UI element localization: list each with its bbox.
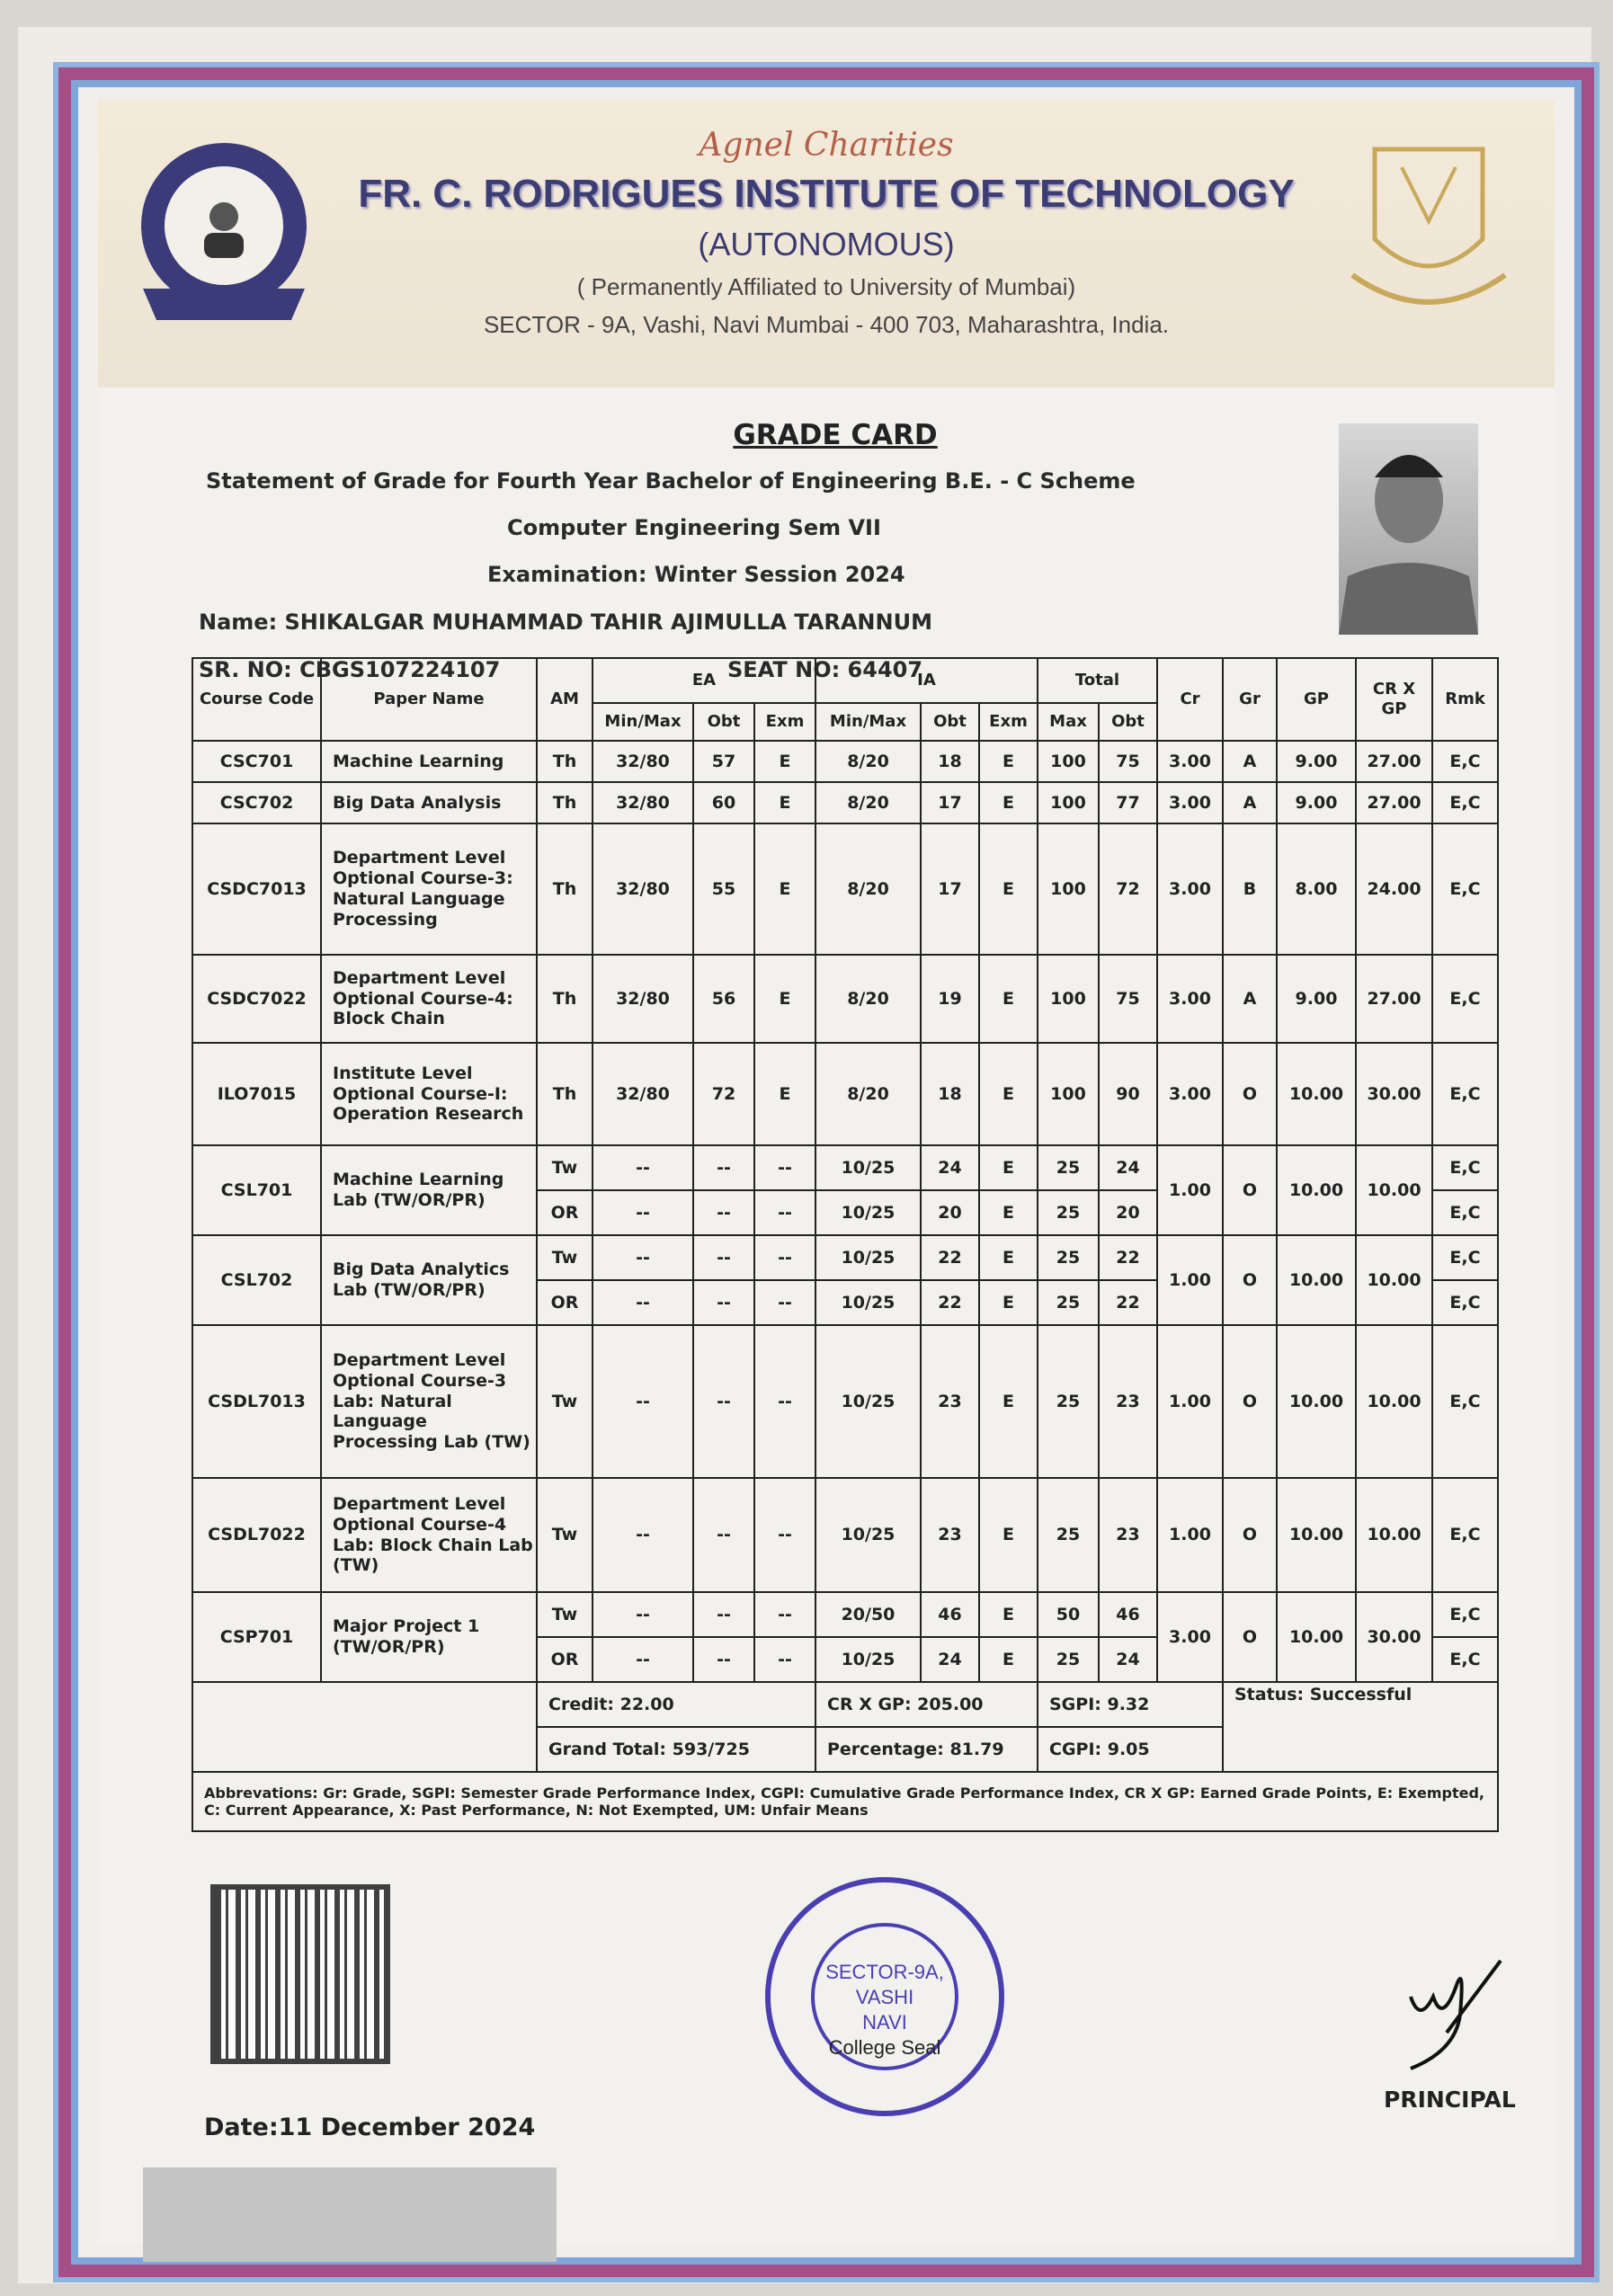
am: Tw	[537, 1235, 593, 1280]
paper-name: Department Level Optional Course-3 Lab: Natural Language Processing Lab (TW)	[321, 1325, 537, 1478]
grade: A	[1223, 782, 1277, 823]
remark: E,C	[1432, 1325, 1498, 1478]
paper-name: Institute Level Optional Course-I: Operation Research	[321, 1043, 537, 1145]
ea-exm: E	[754, 741, 815, 782]
page-title: GRADE CARD	[733, 419, 938, 451]
grade-point: 10.00	[1277, 1325, 1356, 1478]
header-minmax: Min/Max	[593, 703, 693, 741]
cgpi: CGPI: 9.05	[1038, 1727, 1223, 1772]
am: OR	[537, 1280, 593, 1325]
grade-point: 9.00	[1277, 782, 1356, 823]
cr-x-gp: 10.00	[1356, 1478, 1432, 1592]
header-obt: Obt	[693, 703, 754, 741]
sr-no: SR. NO: CBGS107224107	[199, 657, 501, 682]
ea-minmax: --	[593, 1478, 693, 1592]
ea-obt: --	[693, 1592, 754, 1637]
cr-x-gp: 10.00	[1356, 1145, 1432, 1235]
course-code: CSDL7022	[192, 1478, 321, 1592]
institute-name: FR. C. RODRIGUES INSTITUTE OF TECHNOLOGY	[358, 172, 1295, 216]
ea-exm: --	[754, 1235, 815, 1280]
total-obt: 22	[1099, 1280, 1157, 1325]
am: OR	[537, 1637, 593, 1682]
address: SECTOR - 9A, Vashi, Navi Mumbai - 400 703, Maharashtra, India.	[483, 311, 1170, 338]
ia-exm: E	[979, 1325, 1038, 1478]
ea-minmax: 32/80	[593, 1043, 693, 1145]
svg-text:SECTOR-9A,: SECTOR-9A,	[825, 1961, 944, 1983]
total-obt: 90	[1099, 1043, 1157, 1145]
college-seal	[759, 1871, 1011, 2122]
course-code: ILO7015	[192, 1043, 321, 1145]
ea-obt: --	[693, 1235, 754, 1280]
am: Th	[537, 1043, 593, 1145]
student-photo	[1339, 423, 1478, 635]
remark: E,C	[1432, 1145, 1498, 1190]
ia-obt: 19	[921, 955, 979, 1043]
ia-obt: 24	[921, 1637, 979, 1682]
paper-name: Department Level Optional Course-4 Lab: Block Chain Lab (TW)	[321, 1478, 537, 1592]
course-code: CSL701	[192, 1145, 321, 1235]
grade-point: 10.00	[1277, 1235, 1356, 1325]
principal-label: PRINCIPAL	[1384, 2087, 1516, 2113]
paper-name: Big Data Analysis	[321, 782, 537, 823]
qr-code	[210, 1884, 390, 2064]
ia-obt: 20	[921, 1190, 979, 1235]
ia-exm: E	[979, 1190, 1038, 1235]
ia-minmax: 10/25	[815, 1280, 921, 1325]
ia-obt: 24	[921, 1145, 979, 1190]
ea-exm: E	[754, 955, 815, 1043]
ia-obt: 18	[921, 741, 979, 782]
paper-name: Department Level Optional Course-3: Natural Language Processing	[321, 823, 537, 955]
total-obt: 77	[1099, 782, 1157, 823]
credit: 3.00	[1157, 782, 1223, 823]
ea-exm: E	[754, 1043, 815, 1145]
credit: 3.00	[1157, 741, 1223, 782]
ia-minmax: 10/25	[815, 1637, 921, 1682]
ea-obt: --	[693, 1637, 754, 1682]
am: Th	[537, 782, 593, 823]
total-max: 25	[1038, 1145, 1099, 1190]
ea-obt: 72	[693, 1043, 754, 1145]
header-course-code: Course Code	[192, 658, 321, 741]
ia-minmax: 8/20	[815, 782, 921, 823]
remark: E,C	[1432, 823, 1498, 955]
ia-minmax: 8/20	[815, 1043, 921, 1145]
ea-obt: 55	[693, 823, 754, 955]
paper-name: Big Data Analytics Lab (TW/OR/PR)	[321, 1235, 537, 1325]
header-exm: Exm	[979, 703, 1038, 741]
header-minmax: Min/Max	[815, 703, 921, 741]
paper-name: Department Level Optional Course-4: Block Chain	[321, 955, 537, 1043]
ea-obt: 60	[693, 782, 754, 823]
total-max: 50	[1038, 1592, 1099, 1637]
ia-exm: E	[979, 1478, 1038, 1592]
total-obt: 22	[1099, 1235, 1157, 1280]
paper-name: Machine Learning Lab (TW/OR/PR)	[321, 1145, 537, 1235]
course-code: CSP701	[192, 1592, 321, 1682]
ia-exm: E	[979, 1280, 1038, 1325]
course-code: CSC702	[192, 782, 321, 823]
table-row	[192, 1478, 1498, 1592]
header-rmk: Rmk	[1432, 658, 1498, 741]
status: Status: Successful	[1223, 1682, 1498, 1772]
grand-total: Grand Total: 593/725	[537, 1727, 815, 1772]
ia-exm: E	[979, 1637, 1038, 1682]
total-max: 25	[1038, 1637, 1099, 1682]
course-code: CSL702	[192, 1235, 321, 1325]
header-cr: Cr	[1157, 658, 1223, 741]
ia-minmax: 10/25	[815, 1478, 921, 1592]
ea-obt: --	[693, 1325, 754, 1478]
ea-exm: E	[754, 782, 815, 823]
affiliation: ( Permanently Affiliated to University of Mumbai)	[576, 273, 1076, 300]
ea-minmax: --	[593, 1280, 693, 1325]
ea-obt: --	[693, 1478, 754, 1592]
ea-obt: --	[693, 1145, 754, 1190]
cr-x-gp: 30.00	[1356, 1043, 1432, 1145]
autonomous-label: (AUTONOMOUS)	[698, 226, 955, 263]
ia-exm: E	[979, 1592, 1038, 1637]
ia-exm: E	[979, 1235, 1038, 1280]
statement: Statement of Grade for Fourth Year Bachelor of Engineering B.E. - C Scheme	[206, 468, 1136, 494]
trust-name: Agnel Charities	[699, 127, 954, 164]
remark: E,C	[1432, 1637, 1498, 1682]
total-obt: 72	[1099, 823, 1157, 955]
total-max: 100	[1038, 823, 1099, 955]
cr-x-gp: 27.00	[1356, 782, 1432, 823]
ia-exm: E	[979, 1043, 1038, 1145]
ia-exm: E	[979, 782, 1038, 823]
ea-obt: 56	[693, 955, 754, 1043]
remark: E,C	[1432, 1190, 1498, 1235]
credit: 3.00	[1157, 1592, 1223, 1682]
header-max: Max	[1038, 703, 1099, 741]
ia-obt: 18	[921, 1043, 979, 1145]
document-sheet	[18, 27, 1591, 2283]
abbreviations: Abbrevations: Gr: Grade, SGPI: Semester Grade Performance Index, CGPI: Cumulative Grade Performance Index, CR X GP: Earned Grade Points, E: Exempted, C: Current Appearance, X: Past Performance, N: Not Exempted, UM: Unfair Means	[192, 1772, 1498, 1831]
course-code: CSDC7013	[192, 823, 321, 955]
redacted-area	[143, 2167, 557, 2262]
total-credit: Credit: 22.00	[537, 1682, 815, 1727]
course-code: CSC701	[192, 741, 321, 782]
student-name: Name: SHIKALGAR MUHAMMAD TAHIR AJIMULLA TARANNUM	[199, 610, 932, 635]
am: OR	[537, 1190, 593, 1235]
ia-obt: 46	[921, 1592, 979, 1637]
total-max: 100	[1038, 955, 1099, 1043]
ea-minmax: 32/80	[593, 823, 693, 955]
credit: 1.00	[1157, 1235, 1223, 1325]
table-row	[192, 955, 1498, 1043]
total-max: 25	[1038, 1190, 1099, 1235]
ea-obt: --	[693, 1190, 754, 1235]
grade-point: 9.00	[1277, 741, 1356, 782]
remark: E,C	[1432, 1478, 1498, 1592]
grade-point: 10.00	[1277, 1478, 1356, 1592]
table-row	[192, 741, 1498, 782]
remark: E,C	[1432, 1592, 1498, 1637]
svg-text:VASHI: VASHI	[855, 1986, 914, 2008]
am: Tw	[537, 1145, 593, 1190]
header-paper-name: Paper Name	[321, 658, 537, 741]
summary-blank	[192, 1682, 537, 1772]
am: Th	[537, 823, 593, 955]
total-max: 100	[1038, 782, 1099, 823]
am: Tw	[537, 1592, 593, 1637]
ia-obt: 17	[921, 782, 979, 823]
cr-x-gp: 10.00	[1356, 1325, 1432, 1478]
ea-exm: --	[754, 1592, 815, 1637]
total-max: 25	[1038, 1235, 1099, 1280]
ia-minmax: 20/50	[815, 1592, 921, 1637]
credit: 3.00	[1157, 955, 1223, 1043]
paper-name: Major Project 1 (TW/OR/PR)	[321, 1592, 537, 1682]
am: Tw	[537, 1478, 593, 1592]
credit: 3.00	[1157, 1043, 1223, 1145]
total-obt: 75	[1099, 955, 1157, 1043]
table-row	[192, 1592, 1498, 1637]
ea-minmax: --	[593, 1145, 693, 1190]
am: Th	[537, 741, 593, 782]
grade: O	[1223, 1592, 1277, 1682]
ea-minmax: --	[593, 1637, 693, 1682]
am: Tw	[537, 1325, 593, 1478]
total-max: 25	[1038, 1478, 1099, 1592]
issue-date: Date:11 December 2024	[204, 2114, 536, 2141]
header-crxgp: CR X GP	[1356, 658, 1432, 741]
sgpi: SGPI: 9.32	[1038, 1682, 1223, 1727]
total-obt: 24	[1099, 1145, 1157, 1190]
remark: E,C	[1432, 782, 1498, 823]
ea-exm: --	[754, 1325, 815, 1478]
ia-minmax: 8/20	[815, 823, 921, 955]
ea-exm: --	[754, 1637, 815, 1682]
ia-minmax: 8/20	[815, 955, 921, 1043]
grade: B	[1223, 823, 1277, 955]
header-ea: EA	[593, 658, 815, 703]
grade-point: 10.00	[1277, 1592, 1356, 1682]
total-obt: 24	[1099, 1637, 1157, 1682]
remark: E,C	[1432, 1280, 1498, 1325]
table-row	[192, 1325, 1498, 1478]
header-obt: Obt	[921, 703, 979, 741]
seal-label: College Seal	[828, 2036, 941, 2059]
grade-point: 10.00	[1277, 1043, 1356, 1145]
header-exm: Exm	[754, 703, 815, 741]
ia-obt: 22	[921, 1235, 979, 1280]
examination: Examination: Winter Session 2024	[487, 562, 905, 587]
grade-point: 10.00	[1277, 1145, 1356, 1235]
header-am: AM	[537, 658, 593, 741]
cr-x-gp: 24.00	[1356, 823, 1432, 955]
grade-point: 9.00	[1277, 955, 1356, 1043]
paper-name: Machine Learning	[321, 741, 537, 782]
cr-x-gp: 30.00	[1356, 1592, 1432, 1682]
grade-point: 8.00	[1277, 823, 1356, 955]
ia-minmax: 10/25	[815, 1190, 921, 1235]
header-total: Total	[1038, 658, 1157, 703]
ea-exm: --	[754, 1190, 815, 1235]
header-obt: Obt	[1099, 703, 1157, 741]
ia-exm: E	[979, 955, 1038, 1043]
credit: 1.00	[1157, 1478, 1223, 1592]
total-max: 25	[1038, 1280, 1099, 1325]
remark: E,C	[1432, 1235, 1498, 1280]
ea-minmax: 32/80	[593, 741, 693, 782]
ia-obt: 23	[921, 1478, 979, 1592]
seat-no: SEAT NO: 64407	[727, 657, 923, 682]
course-code: CSDL7013	[192, 1325, 321, 1478]
table-row	[192, 1043, 1498, 1145]
course-code: CSDC7022	[192, 955, 321, 1043]
total-max: 25	[1038, 1325, 1099, 1478]
ia-obt: 23	[921, 1325, 979, 1478]
grade: O	[1223, 1145, 1277, 1235]
table-row	[192, 1145, 1498, 1190]
ia-minmax: 8/20	[815, 741, 921, 782]
remark: E,C	[1432, 955, 1498, 1043]
ea-minmax: --	[593, 1325, 693, 1478]
cr-x-gp: 27.00	[1356, 955, 1432, 1043]
cr-x-gp: 10.00	[1356, 1235, 1432, 1325]
grade: O	[1223, 1235, 1277, 1325]
header-gr: Gr	[1223, 658, 1277, 741]
grade: A	[1223, 741, 1277, 782]
grade: O	[1223, 1325, 1277, 1478]
ia-minmax: 10/25	[815, 1325, 921, 1478]
remark: E,C	[1432, 741, 1498, 782]
principal-signature	[1393, 1943, 1519, 2078]
grade: A	[1223, 955, 1277, 1043]
am: Th	[537, 955, 593, 1043]
ea-minmax: --	[593, 1235, 693, 1280]
total-obt: 75	[1099, 741, 1157, 782]
total-crxgp: CR X GP: 205.00	[815, 1682, 1038, 1727]
ia-obt: 22	[921, 1280, 979, 1325]
ea-exm: E	[754, 823, 815, 955]
total-max: 100	[1038, 741, 1099, 782]
total-obt: 23	[1099, 1325, 1157, 1478]
ea-minmax: --	[593, 1592, 693, 1637]
header-ia: IA	[815, 658, 1038, 703]
percentage: Percentage: 81.79	[815, 1727, 1038, 1772]
total-obt: 23	[1099, 1478, 1157, 1592]
ea-exm: --	[754, 1280, 815, 1325]
grade-card-body	[98, 100, 1555, 2245]
ea-minmax: 32/80	[593, 955, 693, 1043]
cr-x-gp: 27.00	[1356, 741, 1432, 782]
ea-exm: --	[754, 1478, 815, 1592]
total-max: 100	[1038, 1043, 1099, 1145]
table-row	[192, 782, 1498, 823]
remark: E,C	[1432, 1043, 1498, 1145]
total-obt: 20	[1099, 1190, 1157, 1235]
ea-minmax: 32/80	[593, 782, 693, 823]
credit: 3.00	[1157, 823, 1223, 955]
svg-text:NAVI: NAVI	[862, 2011, 907, 2033]
ia-minmax: 10/25	[815, 1235, 921, 1280]
ia-exm: E	[979, 741, 1038, 782]
ia-obt: 17	[921, 823, 979, 955]
ea-obt: --	[693, 1280, 754, 1325]
ia-exm: E	[979, 823, 1038, 955]
ea-minmax: --	[593, 1190, 693, 1235]
credit: 1.00	[1157, 1325, 1223, 1478]
ia-minmax: 10/25	[815, 1145, 921, 1190]
grade: O	[1223, 1043, 1277, 1145]
total-obt: 46	[1099, 1592, 1157, 1637]
header-gp: GP	[1277, 658, 1356, 741]
table-row	[192, 823, 1498, 955]
ea-obt: 57	[693, 741, 754, 782]
decorative-border	[58, 67, 1594, 2277]
credit: 1.00	[1157, 1145, 1223, 1235]
grade: O	[1223, 1478, 1277, 1592]
table-row	[192, 1235, 1498, 1280]
ia-exm: E	[979, 1145, 1038, 1190]
program: Computer Engineering Sem VII	[507, 515, 881, 540]
grade-table	[192, 657, 1499, 1832]
ea-exm: --	[754, 1145, 815, 1190]
